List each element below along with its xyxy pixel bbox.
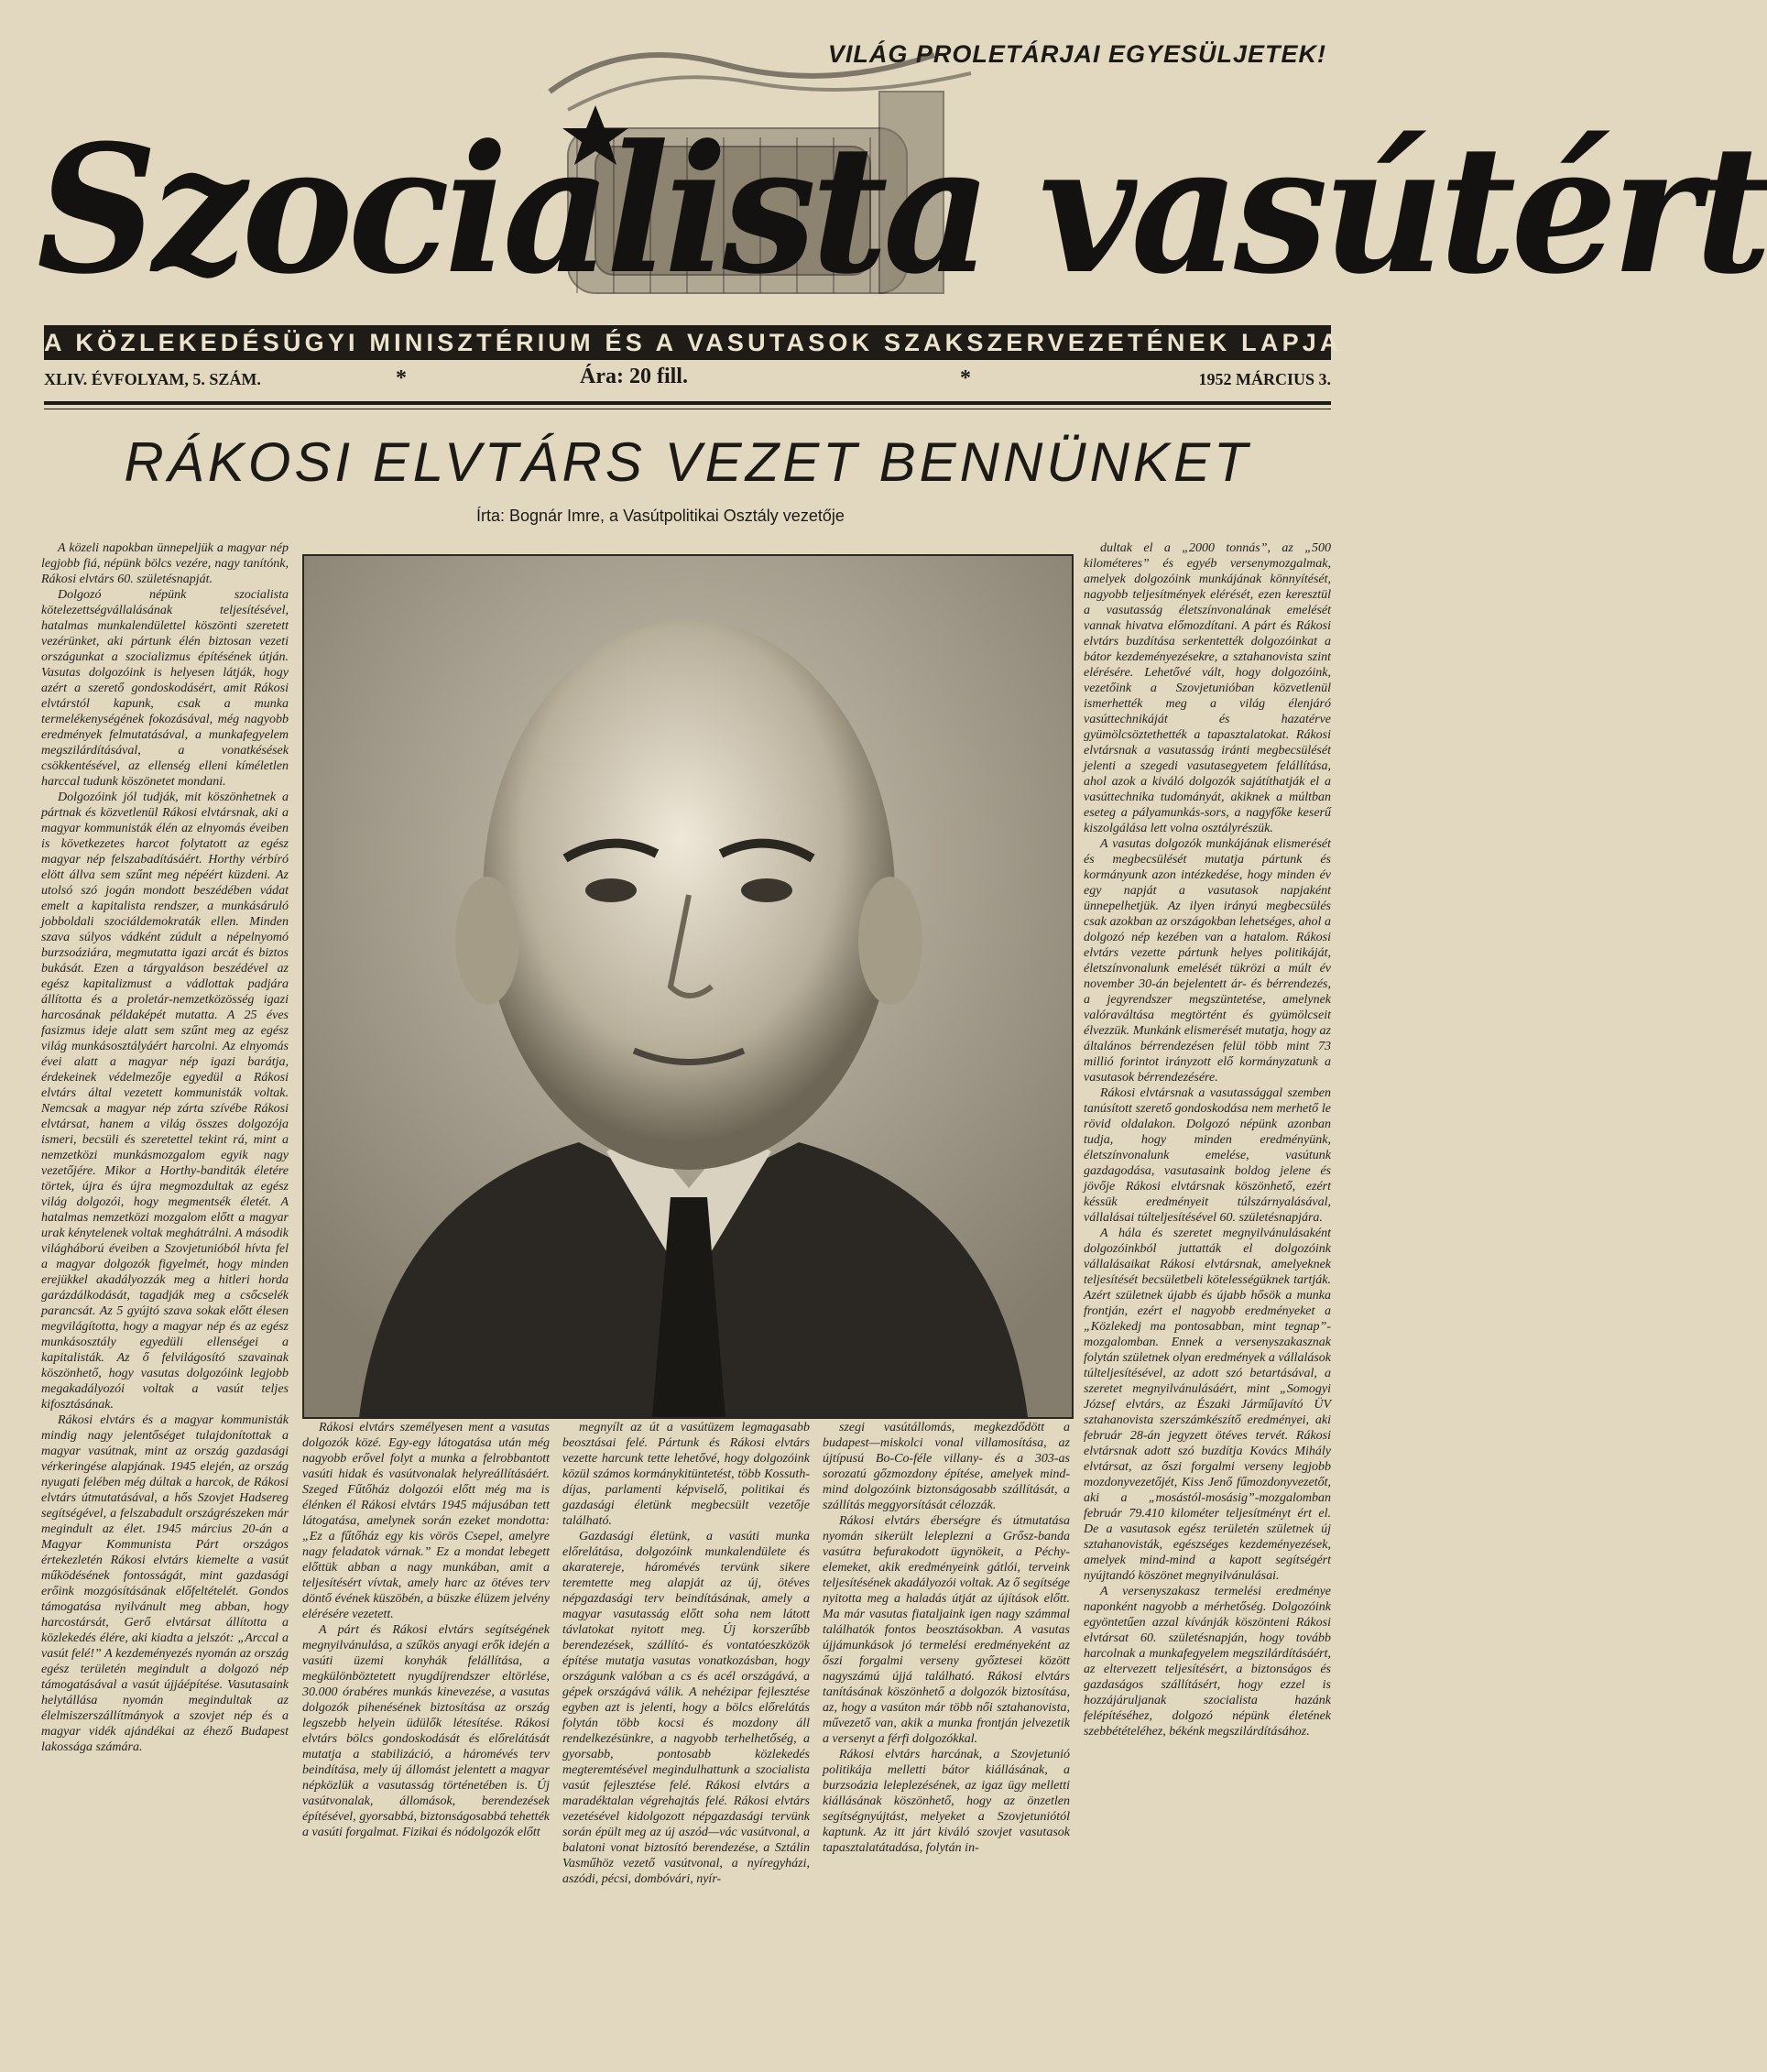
paragraph: Dolgozó népünk szocialista kötelezettségvállalásának teljesítésével, hatalmas munkalendülettel köszönti szeretett vezérünket, aki pártunk élén biztosan vezeti országunkat a szocializmus építésének útján. Vasutas dolgozóink is helyesen látják, hogy azért a szerető gondoskodásért, amit Rákosi elvtárstól kapunk, csak a munka termelékenységének fokozásával, még nagyobb eredmények felmutatásával, a munkafegyelem megszilárdításával, a vonatkésések csökkentésével, az ellenség elleni kíméletlen harccal tudunk köszönetet mondani. (41, 588, 289, 789)
article-column-4 (823, 1420, 1070, 2043)
issue-info-bar (44, 366, 1331, 394)
article-headline: RÁKOSI ELVTÁRS VEZET BENNÜNKET (124, 431, 1251, 493)
issue-volume: XLIV. ÉVFOLYAM, 5. SZÁM. (44, 370, 261, 388)
masthead-subtitle-banner: A KÖZLEKEDÉSÜGYI MINISZTÉRIUM ÉS A VASUTASOK SZAKSZERVEZETÉNEK LAPJA (44, 325, 1331, 360)
portrait-illustration (304, 556, 1072, 1417)
paragraph: szegi vasútállomás, megkezdődött a budapest—miskolci vonal villamosítása, az újtípusú Bo-Co-féle villany- és a 303-as sorozatú gőzmozdony építése, amelyek mind-mind dolgozóink biztonságosabb szállítását, a szállítás meggyorsítását célozzák. (823, 1421, 1070, 1512)
star-decoration-left: * (396, 366, 407, 390)
paragraph: dultak el a „2000 tonnás”, az „500 kilométeres” és egyéb versenymozgalmak, amelyek dolgozóink munkájának könnyítését, nagyobb teljesítmények elérését, ezen keresztül a vasutasság életszínvonalának emelését vannak hivatva előmozdítani. A párt és Rákosi elvtárs buzdítása serkentették dolgozóinkat a bátor kezdeményezésekre, a sztahanovista szint elérésére. Lehetővé vált, hogy dolgozóink, vezetőink a Szovjetunióban közvetlenül ismerhették meg a világ élenjáró vasúttechnikáját és hazatérve gyümölcsöztethették a tapasztalatokat. Rákosi elvtársnak a vasutasság iránti megbecsülését jelenti a szegedi vasutasegyetem felállítása, ahol azok a kiváló dolgozók sajátíthatják el a vasúttechnika tudományát, akiknek a múltban eseteg a pályamunkás-sors, a nagyfőke keserű kiszolgálása lett volna osztályrészük. (1084, 541, 1331, 835)
article-column-3 (562, 1420, 810, 2043)
paragraph: A versenyszakasz termelési eredménye naponként nagyobb a mérhetőség. Dolgozóink egyöntetűen azzal kívánják köszönteni Rákosi elvtársat 60. születésnapján, hogy tovább harcolnak a munkafegyelem megszilárdításáért, az eltervezett teljesítésért, a biztonságos és gazdaságos szállításért, hogy ezzel is hozzájáruljanak szocialista hazánk felépítéséhez, dolgozó népünk életének szebbétételéhez, békénk megszilárdításához. (1084, 1585, 1331, 1739)
star-decoration-right: * (960, 366, 971, 390)
masthead-rule (44, 401, 1331, 405)
paragraph: Rákosi elvtárs személyesen ment a vasutas dolgozók közé. Egy-egy látogatása után még nagyobb erővel folyt a munka a felrobbantott vasúti hidak és vasútvonalak helyreállításáért. Szeged Fűtőház dolgozói előtt még ma is élénken él Rákosi elvtárs 1945 májusában tett látogatása, amelynek során ezeket mondotta: „Ez a fűtőház egy kis vörös Csepel, amelyre nagy feladatok várnak.” Ez a mondat lebegett előttük abban a nagy munkában, amit a teljesítésért vívtak, amely harc az ötéves terv döntő évének küszöbén, a büszke élüzem jelvény elérésére vezetett. (302, 1421, 550, 1621)
masthead-motto: VILÁG PROLETÁRJAI EGYESÜLJETEK! (827, 40, 1326, 68)
article-column-2 (302, 1420, 550, 2043)
article-column-5 (1084, 540, 1331, 2043)
paragraph: A vasutas dolgozók munkájának elismerését és megbecsülését mutatja pártunk és kormányunk azon intézkedése, hogy minden év egy napját a vasutasok napjaként ünnepelhetjük. Az ilyen irányú megbecsülés csak azokban az országokban lehetséges, ahol a dolgozó nép kezében van a hatalom. Rákosi elvtárs vezette pártunk helyes politikáját, életszínvonalunk emelését tükrözi a múlt év november 30-án bejelentett ár- és bérrendezés, a jegyrendszer megszüntetése, amelynek valóraváltása megtörtént és gyümölcseit élvezzük. Munkánk elismerését mutatja, hogy az általános bérrendezésen felül több mint 73 millió forintot irányzott elő kormányzatunk a vasutasok bérrendezésére. (1084, 837, 1331, 1085)
paragraph: Rákosi elvtárs harcának, a Szovjetunió politikája melletti bátor kiállásának, a burzsoázia leleplezésének, az igaz ügy melletti kiállásának köszönhető, hogy az önzetlen segítségnyújtást, melyeket a Szovjetuniótól kaptunk. Az itt járt kiváló szovjet vasutasok tapasztalatátadása, folytán in- (823, 1748, 1070, 1855)
paragraph: A hála és szeretet megnyilvánulásaként dolgozóinkból juttatták el dolgozóink vállalásaikat Rákosi elvtársnak, amelyeknek teljesítését becsületbeli kötelességüknek tartják. Azért születnek újabb és újabb hősök a munka frontján, ezért el nagyobb eredményeket a „Közlekedj ma pontosabban, mint tegnap”-mozgalomban. Ennek a versenyszakasznak folytán születnek olyan eredmények a vállalások túlteljesítésével, az adott szó betartásával, a szeretet megnyilvánulásáért, mint „Somogyi József elvtárs, az Északi Járműjavító ÜV sztahanovista szerszámkészítő eredményei, aki február 28-án jegyzett ötéves tervét. Rákosi elvtársnak adott szó buzdítja Kovács Mihály elvtársat, az őszi forgalmi verseny legjobb mozdonyvezetőjét, Kiss Jenő fűmozdonyvezetőt, aki a „mosástól-mosásig”-mozgalomban február 79.410 kilométer teljesítményt ért el. De a vasutasok egész területén születnek új sztahanovisták, egészséges kezdeményezések, amelyek mind-mind a kapott segítségért nyújtandó köszönet megnyilvánulásai. (1084, 1227, 1331, 1583)
paragraph: Rákosi elvtárs éberségre és útmutatása nyomán sikerült leleplezni a Grősz-banda vasútra befurakodott ügynökeit, a Péchy-elemeket, akik eredményeink gátlói, terveink teljesítésének akadályozói voltak. Az ő segítsége nyitotta meg a haladás útját az újítások előtt. Ma már vasutas fiataljaink igen nagy számmal találhatók fontos beosztásokban. A vasutas újjámunkások jó termelési eredményeként az őszi forgalmi verseny győztesei között nagyszámú újjá található. Rákosi elvtárs tanításának köszönhető a dolgozók biztosítása, az, hogy a vasúton már több női sztahanovista, művezető van, akik a munka frontján jelvezetik a versenyt a férfi dolgozókkal. (823, 1514, 1070, 1746)
paragraph: Rákosi elvtársnak a vasutassággal szemben tanúsított szerető gondoskodása nem merhető le rövid oldalakon. Dolgozó népünk azonban tudja, hogy minden eredményünk, életszínvonalunk emelése, vasútunk gazdagodása, vasutasaink boldog jelene és jövője Rákosi elvtársnak köszönhető, ezért késsük eredményeit túlszárnyalásával, vállalásai túlteljesítésével 60. születésnapjára. (1084, 1086, 1331, 1225)
article-column-1 (41, 540, 289, 2043)
paragraph: Dolgozóink jól tudják, mit köszönhetnek a pártnak és közvetlenül Rákosi elvtársnak, aki a magyar kommunisták élén az elnyomás éveiben is következetes harcot folytatott az egész magyar nép felszabadításáért. Horthy vérbíró elött állva sem szűnt meg népéért küzdeni. Az utolsó szó jogán mondott beszédében vádat emelt a kapitalista rendszer, a munkásáruló jobboldali szociáldemokraták ellen. Minden szava súlyos vádként zúdult a népelnyomó burzsoáziára, megmutatta igazi arcát és biztos bukását. Ezen a tárgyaláson beszédével az egész kapitalizmust a vádlottak padjára állította és a proletár-nemzetközösség igazi harcosának példaképét mutatta. A 25 éves fasizmus ideje alatt sem szűnt meg az egész világ munkásosztályáért harcolni. Az elnyomás évei alatt a magyar nép igazi barátja, érdekeinek védelmezője egyedül a Rákosi elvtárs által vezetett kommunisták voltak. Nemcsak a magyar nép zárta szívébe Rákosi elvtársat, hanem a világ összes dolgozója ismeri, becsüli és szeretettel tekint rá, mint a nemzetközi munkásmozgalom egyik nagy vezetőjére. Mikor a Horthy-banditák életére törtek, újra és újra megmozdultak az egész világ dolgozói, hogy megmentsék életét. A hatalmas nemzetközi mozgalom előtt a magyar urak kénytelenek voltak meghátrálni. A második világháború éveiben a Szovjetunióból hívta fel a magyar dolgozók figyelmét, hogy minden erejükkel akadályozzák meg a hitleri horda garázdálkodását, tagadják meg a csőcselék parancsát. Az 5 gyújtó szava sokak előtt élesen megvilágította, hogy a magyar nép és az egész munkásosztály egyedüli ellenségei a kapitalisták. Az ő felvilágosító szavainak köszönhető, hogy vasutas dolgozóink legjobb megakadályozói voltak a vasút teljes kifosztásának. (41, 791, 289, 1412)
issue-date: 1952 MÁRCIUS 3. (1198, 370, 1331, 388)
portrait-photo (302, 554, 1074, 1419)
masthead-title: Szocialista vasútért (37, 107, 1767, 313)
issue-price: Ára: 20 fill. (580, 365, 688, 388)
paragraph: A közeli napokban ünnepeljük a magyar nép legjobb fiá, népünk bölcs vezére, nagy tanítónk, Rákosi elvtárs 60. születésnapját. (41, 541, 289, 586)
paragraph: Rákosi elvtárs és a magyar kommunisták mindig nagy jelentőséget tulajdonítottak a magyar vasútnak, mint az ország gazdasági vérkeringése alapjának. 1945 elején, az ország nyugati felében még dúltak a harcok, de Rákosi elvtárs útmutatásával, a hős Szovjet Hadsereg segítségével, a felszabadult országrészeken már megindult az élet. 1945 március 20-án a Magyar Kommunista Párt országos értekezletén Rákosi elvtárs kiemelte a vasút működésének fontosságát, mint gazdasági erőink mozgósításának előfeltételét. Gondos támogatása nyilvánult meg abban, hogy harcostársát, Gerő elvtársat állította a közlekedés élére, aki kiadta a jelszót: „Arccal a vasút felé!” A kezdeményezés nyomán az ország egész területén megindult a dolgozó nép támogatásával a vasút újjáépítése. Vasutasaink helytállása nyomán megindultak az élelmiszerszállítmányok a szovjet nép és a magyar vidék ajándékai az éhező Budapest lakossága számára. (41, 1413, 289, 1754)
paragraph: Gazdasági életünk, a vasúti munka előrelátása, dolgozóink munkalendülete és akaratereje, háromévés tervünk sikere teremtette meg alapját az új, ötéves népgazdasági terv beindításának, amely a magyar vasutasság előtt soha nem látott távlatokat nyitott meg. Új korszerűbb berendezések, szállító- és vontatóeszközök építése mutatja vasutas vonatkozásban, hogy országunk valóban a cs és acél országává, a gépek országává válik. A nehézipar fejlesztése egyben azt is jelenti, hogy a bölcs előrelátás folytán több kocsi és mozdony áll rendelkezésünkre, a nagyobb terhelhetőség, a gyorsabb, pontosabb közlekedés megteremtésével megindulhattunk a szocialista vasút fejlesztése felé. Rákosi elvtárs a maradéktalan végrehajtás felé. Rákosi elvtárs vezetésével kidolgozott népgazdasági tervünk során épült meg az új aszód—vác vasútvonal, a balatoni vonat biztosító berendezése, a Sztálin Vasműhöz vezető vasútvonal, a nyíregyházi, aszódi, pécsi, dombóvári, nyír- (562, 1530, 810, 1886)
paragraph: megnyílt az út a vasútüzem legmagasabb beosztásai felé. Pártunk és Rákosi elvtárs vezette harcunk tette lehetővé, hogy dolgozóink közül számos kormánykitüntetést, több Kossuth-díjas, parlamenti képviselő, politikai és gazdasági életünk megbecsült vezetője található. (562, 1421, 810, 1528)
paragraph: A párt és Rákosi elvtárs segítségének megnyilvánulása, a szűkös anyagi erők idején a vasúti üzemi konyhák felállítása, a megkülönböztetett nyugdíjrendszer eltörlése, 30.000 órabéres munkás kinevezése, a vasutas dolgozók pihenésének biztosítása az ország legszebb helyein üdülők létesítése. Rákosi elvtárs bölcs gondoskodását és előrelátását mutatja a stabilizáció, a háromévés terv beindítása, mely új állomást jelentett a magyar népközlük a vasutasság történetében is. Új vasútvonalak, állomások, berendezések építésével, gyorsabbá, biztonságosabbá tehették a vasúti forgalmat. Fizikai és nódolgozók előtt (302, 1623, 550, 1839)
article-byline: Írta: Bognár Imre, a Vasútpolitikai Osztály vezetője (476, 507, 845, 525)
